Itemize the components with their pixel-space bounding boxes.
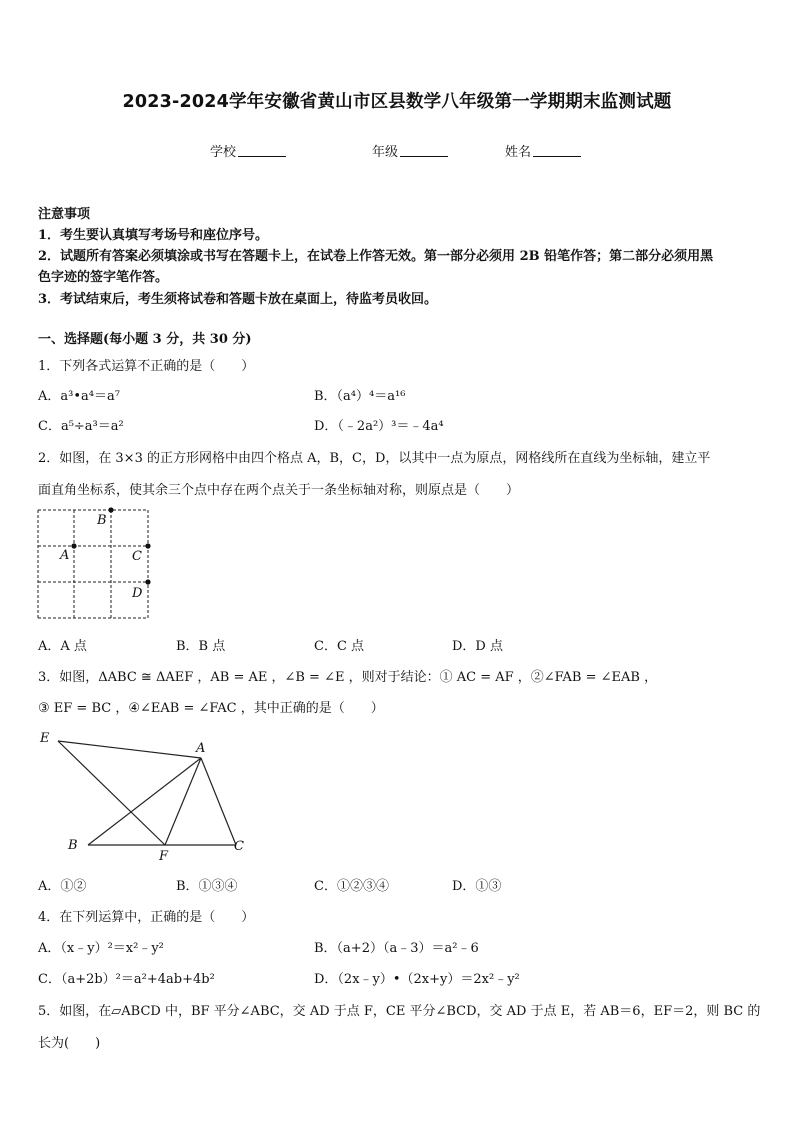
segment-af — [165, 758, 201, 845]
point-a — [71, 543, 76, 548]
label-b: B — [97, 513, 107, 528]
q2-option-d[interactable]: D．D 点 — [452, 639, 503, 654]
page-title: 2023-2024学年安徽省黄山市区县数学八年级第一学期期末监测试题 — [122, 92, 672, 112]
school-blank[interactable] — [238, 144, 286, 157]
segment-ea — [58, 741, 201, 758]
q3-option-c[interactable]: C．①②③④ — [314, 879, 389, 894]
q3-stem-line1: 3．如图，ΔABC ≅ ΔAEF ，AB = AE ，∠B = ∠E ，则对于结论：① AC = AF ，②∠FAB = ∠EAB ， — [38, 670, 658, 685]
q2-option-a[interactable]: A．A 点 — [38, 639, 87, 654]
q1-option-b[interactable]: B．（a⁴）⁴＝a¹⁶ — [314, 389, 406, 404]
notice-heading: 注意事项 — [38, 207, 91, 222]
q5-stem-line2: 长为( ) — [38, 1036, 101, 1051]
notice-item: 2．试题所有答案必须填涂或书写在答题卡上，在试卷上作答无效。第一部分必须用 2B 铅笔作答；第二部分必须用黑 — [38, 249, 714, 264]
q2-stem-line2: 面直角坐标系，使其余三个点中存在两个点关于一条坐标轴对称，则原点是（ ） — [38, 483, 520, 498]
q1-option-a[interactable]: A．a³•a⁴＝a⁷ — [38, 389, 120, 404]
q1-option-d[interactable]: D．（﹣2a²）³＝﹣4a⁴ — [314, 419, 444, 434]
name-blank[interactable] — [533, 144, 581, 157]
section-heading: 一、选择题(每小题 3 分，共 30 分) — [38, 332, 252, 347]
q4-option-a[interactable]: A．（x﹣y）²＝x²﹣y² — [38, 941, 164, 956]
q3-option-d[interactable]: D．①③ — [452, 879, 502, 894]
label-c: C — [234, 839, 244, 854]
label-b: B — [68, 838, 78, 853]
q1-option-c[interactable]: C．a⁵÷a³＝a² — [38, 419, 124, 434]
name-label: 姓名 — [505, 145, 532, 160]
segment-ba — [88, 758, 201, 845]
segment-ac — [201, 758, 236, 845]
segment-ef — [58, 741, 165, 845]
q2-option-c[interactable]: C．C 点 — [314, 639, 365, 654]
grade-blank[interactable] — [400, 144, 448, 157]
grade-label: 年级 — [372, 145, 399, 160]
q2-option-b[interactable]: B．B 点 — [176, 639, 226, 654]
label-d: D — [132, 586, 143, 601]
label-a: A — [196, 741, 206, 756]
point-c — [145, 543, 150, 548]
q1-stem: 1．下列各式运算不正确的是（ ） — [38, 359, 255, 374]
q3-option-a[interactable]: A．①② — [38, 879, 87, 894]
notice-item: 1．考生要认真填写考场号和座位序号。 — [38, 228, 269, 243]
q4-stem: 4．在下列运算中，正确的是（ ） — [38, 910, 255, 925]
school-label: 学校 — [210, 145, 237, 160]
label-f: F — [159, 849, 169, 864]
school-field[interactable] — [210, 141, 286, 160]
q2-grid-figure — [36, 506, 154, 622]
q4-option-b[interactable]: B．（a+2）（a﹣3）＝a²﹣6 — [314, 941, 479, 956]
q4-option-d[interactable]: D．（2x﹣y）•（2x+y）＝2x²﹣y² — [314, 972, 520, 987]
label-c: C — [132, 549, 142, 564]
label-a: A — [60, 548, 70, 563]
notice-item: 色字迹的签字笔作答。 — [38, 270, 169, 285]
q4-option-c[interactable]: C．（a+2b）²＝a²+4ab+4b² — [38, 972, 215, 987]
q3-stem-line2: ③ EF = BC ，④∠EAB = ∠FAC ，其中正确的是（ ） — [38, 701, 384, 716]
notice-item: 3．考试结束后，考生须将试卷和答题卡放在桌面上，待监考员收回。 — [38, 292, 438, 307]
grade-field[interactable] — [372, 141, 448, 160]
point-b — [108, 507, 113, 512]
q3-option-b[interactable]: B．①③④ — [176, 879, 238, 894]
point-d — [145, 579, 150, 584]
q2-stem-line1: 2．如图，在 3×3 的正方形网格中由四个格点 A，B，C，D，以其中一点为原点，网格线所在直线为坐标轴，建立平 — [38, 451, 711, 466]
label-e: E — [40, 731, 50, 746]
q3-triangle-figure — [36, 726, 256, 864]
q5-stem-line1: 5．如图，在▱ABCD 中，BF 平分∠ABC，交 AD 于点 F，CE 平分∠BCD，交 AD 于点 E，若 AB＝6，EF＝2，则 BC 的 — [38, 1004, 761, 1019]
name-field[interactable] — [505, 141, 581, 160]
